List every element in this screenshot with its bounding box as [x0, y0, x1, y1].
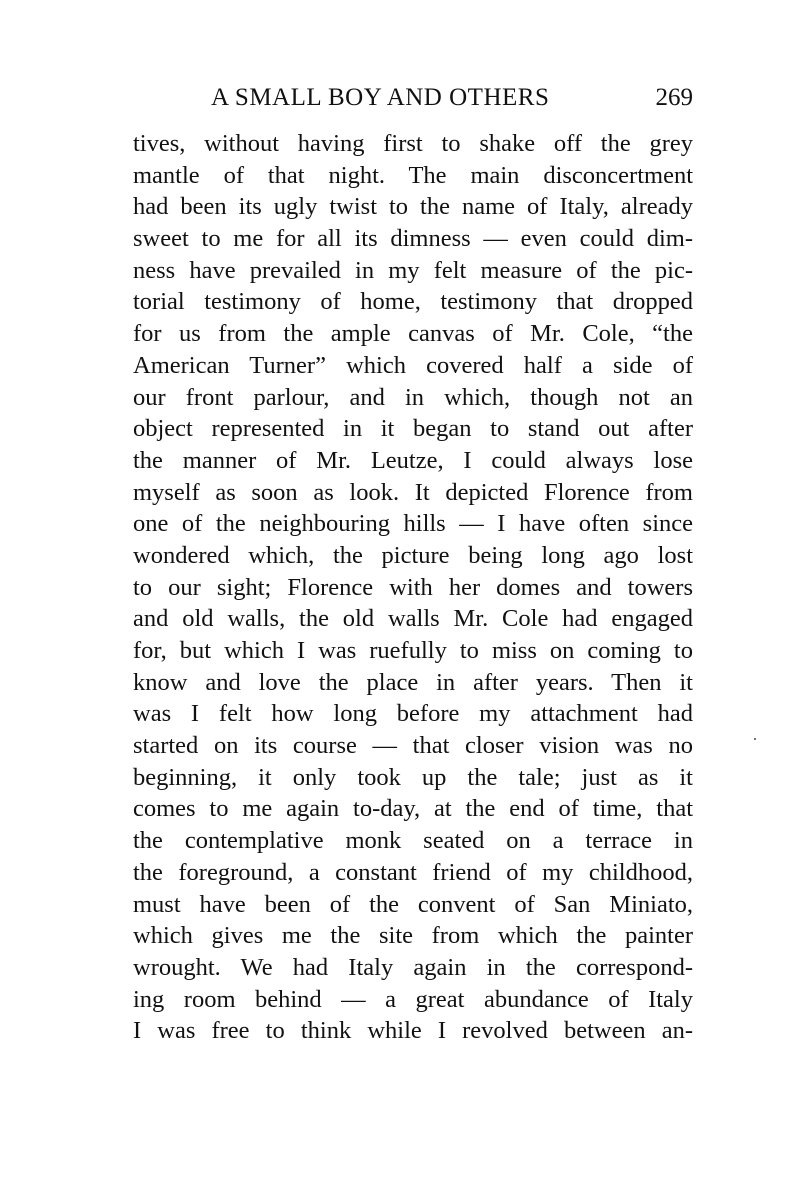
text-line: our front parlour, and in which, though not an	[133, 383, 693, 411]
body-text	[133, 128, 693, 1047]
running-title: A SMALL BOY AND OTHERS	[211, 84, 550, 111]
text-line: wondered which, the picture being long ago lost	[133, 541, 693, 569]
text-line: was I felt how long before my attachment had	[133, 700, 693, 728]
text-line: had been its ugly twist to the name of Italy, already	[133, 193, 693, 221]
text-line: one of the neighbouring hills — I have often since	[133, 510, 693, 538]
text-line: mantle of that night. The main disconcertment	[133, 161, 693, 189]
text-line: American Turner” which covered half a side of	[133, 351, 693, 379]
text-line: to our sight; Florence with her domes and towers	[133, 573, 693, 601]
text-line: and old walls, the old walls Mr. Cole had engaged	[133, 605, 693, 633]
text-line: must have been of the convent of San Miniato,	[133, 890, 693, 918]
text-line: for us from the ample canvas of Mr. Cole, “the	[133, 320, 693, 348]
text-line: the manner of Mr. Leutze, I could always lose	[133, 446, 693, 474]
text-line: for, but which I was ruefully to miss on coming to	[133, 637, 693, 664]
text-line: know and love the place in after years. Then it	[133, 668, 693, 696]
text-line: tives, without having first to shake off the grey	[133, 130, 693, 157]
text-line: myself as soon as look. It depicted Florence from	[133, 478, 693, 506]
text-line: the foreground, a constant friend of my childhood,	[133, 858, 693, 886]
running-head	[133, 82, 693, 114]
text-line: sweet to me for all its dimness — even could dim-	[133, 225, 693, 253]
text-line: the contemplative monk seated on a terrace in	[133, 827, 693, 855]
page-number: 269	[655, 84, 693, 111]
text-line: ing room behind — a great abundance of Italy	[133, 985, 693, 1013]
text-line: wrought. We had Italy again in the correspond-	[133, 953, 693, 981]
text-line: beginning, it only took up the tale; just as it	[133, 763, 693, 791]
text-line: object represented in it began to stand out after	[133, 415, 693, 443]
text-line: comes to me again to-day, at the end of time, that	[133, 795, 693, 823]
text-line: ness have prevailed in my felt measure of the pic-	[133, 256, 693, 284]
text-line: which gives me the site from which the painter	[133, 922, 693, 950]
text-line: torial testimony of home, testimony that dropped	[133, 288, 693, 316]
ink-speck	[754, 738, 756, 740]
text-line: I was free to think while I revolved between an-	[133, 1017, 693, 1045]
text-line: started on its course — that closer vision was no	[133, 732, 693, 760]
